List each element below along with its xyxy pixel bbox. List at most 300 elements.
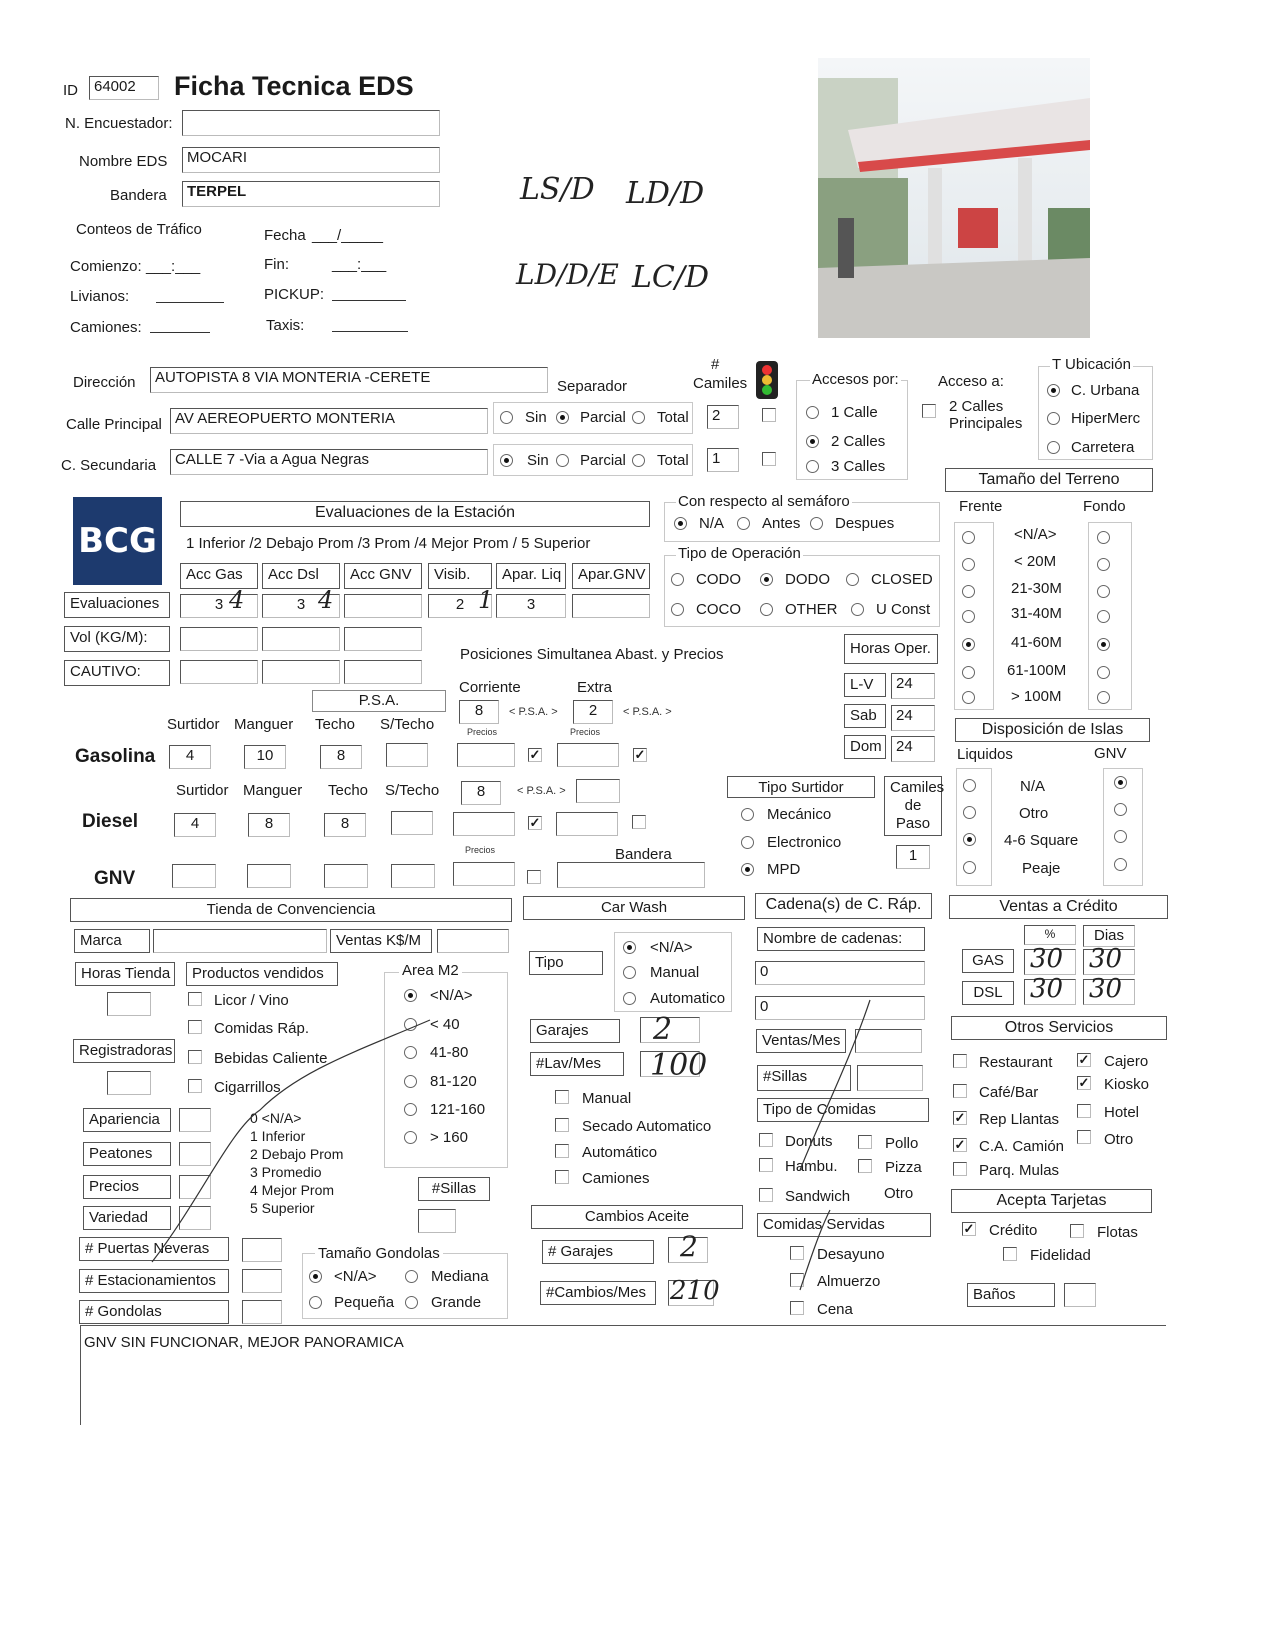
radio-carretera[interactable] bbox=[1047, 441, 1060, 454]
nombre-label: Nombre EDS bbox=[79, 153, 168, 170]
taxis-line[interactable] bbox=[332, 331, 408, 332]
bandera-gnv-field[interactable] bbox=[557, 862, 705, 888]
calle-secundaria-label: C. Secundaria bbox=[61, 457, 157, 474]
ventas-mes-label: Ventas/Mes bbox=[756, 1029, 846, 1053]
sillas-cadena-field[interactable] bbox=[857, 1065, 923, 1091]
terreno-option: 21-30M bbox=[1011, 580, 1062, 597]
servicios-title: Otros Servicios bbox=[951, 1016, 1167, 1040]
puertas-field[interactable] bbox=[242, 1238, 282, 1262]
pickup-label: PICKUP: bbox=[264, 286, 325, 303]
total-label: Total bbox=[657, 452, 689, 469]
radio-frente[interactable] bbox=[962, 558, 975, 571]
diesel-checkbox[interactable]: ✓ bbox=[529, 815, 541, 830]
sandwich-checkbox[interactable] bbox=[759, 1188, 773, 1202]
radio-area[interactable] bbox=[404, 989, 417, 1002]
horas-label: Dom bbox=[844, 735, 886, 759]
kiosko-checkbox[interactable]: ✓ bbox=[1078, 1075, 1090, 1090]
cena-checkbox[interactable] bbox=[790, 1301, 804, 1315]
precios-label: Precios bbox=[467, 727, 498, 737]
horas-tienda-label: Horas Tienda bbox=[75, 962, 175, 986]
area-label: Area M2 bbox=[399, 962, 462, 979]
carwash-option: Automatico bbox=[650, 990, 726, 1007]
tipo-comidas-label: Tipo de Comidas bbox=[757, 1098, 929, 1122]
handwritten-visib: 1 bbox=[478, 586, 494, 614]
diesel-psa-field[interactable]: 8 bbox=[461, 781, 501, 805]
gnv-techo-field[interactable] bbox=[324, 864, 368, 888]
scale-item: 0 <N/A> bbox=[250, 1110, 302, 1126]
radio-parcial[interactable] bbox=[556, 454, 569, 467]
apariencia-field[interactable] bbox=[179, 1108, 211, 1132]
flotas-checkbox[interactable] bbox=[1070, 1224, 1084, 1238]
scale-item: 1 Inferior bbox=[250, 1128, 306, 1144]
diesel-extra-checkbox[interactable] bbox=[632, 815, 646, 829]
livianos-line[interactable] bbox=[156, 302, 224, 303]
radio-gnv[interactable] bbox=[1114, 803, 1127, 816]
precios-field[interactable] bbox=[179, 1175, 211, 1199]
camiles-label: Camiles bbox=[693, 375, 748, 392]
servicio-item: Restaurant bbox=[979, 1054, 1053, 1071]
producto-item: Bebidas Caliente bbox=[214, 1050, 328, 1067]
gasolina-stecho-field[interactable] bbox=[386, 743, 428, 767]
handwritten-acc-dsl: 4 bbox=[318, 586, 334, 614]
count-label: # Estacionamientos bbox=[79, 1269, 229, 1293]
techo-label: Techo bbox=[328, 782, 369, 799]
row-vol: Vol (KG/M): bbox=[64, 626, 170, 652]
corriente-checkbox[interactable]: ✓ bbox=[529, 747, 541, 762]
area-option: <N/A> bbox=[430, 987, 473, 1004]
handwritten-code: LD/D bbox=[626, 176, 705, 211]
radio-area[interactable] bbox=[404, 1103, 417, 1116]
diesel-techo-field[interactable]: 8 bbox=[324, 813, 366, 837]
otro-servicio-checkbox[interactable] bbox=[1077, 1130, 1091, 1144]
bandera-field[interactable]: TERPEL bbox=[182, 181, 440, 207]
acceso-label: Acceso a: bbox=[938, 373, 1004, 390]
extra-checkbox[interactable]: ✓ bbox=[634, 747, 646, 762]
diesel-label: Diesel bbox=[82, 811, 138, 832]
horas-title: Horas Oper. bbox=[844, 634, 938, 664]
accesos-option: 2 Calles bbox=[831, 433, 886, 450]
marca-field[interactable] bbox=[153, 929, 327, 953]
automatico-checkbox[interactable] bbox=[555, 1144, 569, 1158]
radio-gondola[interactable] bbox=[405, 1296, 418, 1309]
marca-label: Marca bbox=[74, 929, 150, 953]
radio-u-const[interactable] bbox=[851, 603, 864, 616]
gondola-option: <N/A> bbox=[334, 1268, 377, 1285]
servicio-item: Café/Bar bbox=[979, 1084, 1039, 1101]
surtidor-option: MPD bbox=[767, 861, 801, 878]
radio-area[interactable] bbox=[404, 1075, 417, 1088]
handwritten-code: LS/D bbox=[520, 172, 595, 207]
count-label: # Gondolas bbox=[79, 1300, 229, 1324]
estacionamientos-field[interactable] bbox=[242, 1269, 282, 1293]
radio-liquidos[interactable] bbox=[963, 779, 976, 792]
cigarrillos-checkbox[interactable] bbox=[188, 1079, 202, 1093]
notes-area[interactable] bbox=[80, 1325, 1166, 1425]
comida-item: Otro bbox=[884, 1185, 914, 1202]
area-option: 121-160 bbox=[430, 1101, 486, 1118]
radio-gondola[interactable] bbox=[309, 1270, 322, 1283]
terreno-option: 61-100M bbox=[1007, 662, 1067, 679]
comida-item: Pizza bbox=[885, 1159, 922, 1176]
islas-option: 4-6 Square bbox=[1004, 832, 1079, 849]
credito-title: Ventas a Crédito bbox=[949, 895, 1168, 919]
corriente-label: Corriente bbox=[459, 679, 521, 696]
precios-label: Precios bbox=[570, 727, 601, 737]
peatones-field[interactable] bbox=[179, 1142, 211, 1166]
almuerzo-checkbox[interactable] bbox=[790, 1273, 804, 1287]
servida-item: Cena bbox=[817, 1301, 853, 1318]
fidelidad-checkbox[interactable] bbox=[1003, 1247, 1017, 1261]
secado-checkbox[interactable] bbox=[555, 1118, 569, 1132]
eval-acc-gnv[interactable] bbox=[344, 594, 422, 618]
bandera-label: Bandera bbox=[110, 187, 167, 204]
servicio-item: Hotel bbox=[1104, 1104, 1140, 1121]
acceso-checkbox[interactable] bbox=[922, 404, 936, 418]
diesel-precio-extra-field[interactable] bbox=[556, 812, 618, 836]
sin-label: Sin bbox=[525, 409, 547, 426]
extra-psa-field[interactable]: 2 bbox=[573, 700, 613, 724]
comida-item: Pollo bbox=[885, 1135, 919, 1152]
lav-handwritten: 100 bbox=[650, 1048, 708, 1083]
tarjeta-item: Flotas bbox=[1097, 1224, 1138, 1241]
horas-sab-field[interactable]: 24 bbox=[891, 705, 935, 731]
fin-value: ___:___ bbox=[332, 256, 387, 273]
camiones-checkbox[interactable] bbox=[555, 1170, 569, 1184]
diesel-manguer-field[interactable]: 8 bbox=[248, 813, 290, 837]
comida-item: Donuts bbox=[785, 1133, 833, 1150]
radio-area[interactable] bbox=[404, 1131, 417, 1144]
radio-area[interactable] bbox=[404, 1018, 417, 1031]
psa-arrow: < P.S.A. > bbox=[509, 706, 558, 718]
gnv-precio-field[interactable] bbox=[453, 862, 515, 886]
sillas-tienda-field[interactable] bbox=[418, 1209, 456, 1233]
credito-row-label: DSL bbox=[962, 981, 1014, 1005]
rating-label: Apariencia bbox=[83, 1108, 171, 1132]
col-visib: Visib. bbox=[428, 563, 492, 589]
pickup-line[interactable] bbox=[332, 300, 406, 301]
radio-gnv[interactable] bbox=[1114, 858, 1127, 871]
tarjeta-item: Fidelidad bbox=[1030, 1247, 1091, 1264]
operacion-title: Tipo de Operación bbox=[678, 545, 801, 562]
operacion-option: CLOSED bbox=[871, 571, 933, 588]
gasolina-manguer-field[interactable]: 10 bbox=[244, 745, 286, 769]
rating-label: Peatones bbox=[83, 1142, 171, 1166]
vol-field[interactable] bbox=[344, 627, 422, 651]
ca-camion-checkbox[interactable]: ✓ bbox=[954, 1137, 966, 1152]
comienzo-label: Comienzo: bbox=[70, 258, 142, 275]
radio-total[interactable] bbox=[632, 411, 645, 424]
notes-text: GNV SIN FUNCIONAR, MEJOR PANORAMICA bbox=[84, 1334, 404, 1351]
accesos-title: Accesos por: bbox=[812, 371, 899, 388]
rating-label: Variedad bbox=[83, 1206, 171, 1230]
comienzo-value: ___:___ bbox=[146, 258, 201, 275]
station-photo bbox=[818, 58, 1090, 338]
radio-fondo[interactable] bbox=[1097, 610, 1110, 623]
mulas-checkbox[interactable] bbox=[953, 1162, 967, 1176]
radio-frente[interactable] bbox=[962, 666, 975, 679]
eval-acc-gas[interactable]: 3 bbox=[180, 594, 258, 618]
col-acc-dsl: Acc Dsl bbox=[262, 563, 340, 589]
terreno-option: < 20M bbox=[1014, 553, 1057, 570]
producto-item: Licor / Vino bbox=[214, 992, 289, 1009]
radio-coco[interactable] bbox=[671, 603, 684, 616]
diesel-stecho-field[interactable] bbox=[391, 811, 433, 835]
donuts-checkbox[interactable] bbox=[759, 1133, 773, 1147]
semaforo-principal-checkbox[interactable] bbox=[762, 408, 776, 422]
servicio-item: Parq. Mulas bbox=[979, 1162, 1060, 1179]
radio-gnv[interactable] bbox=[1114, 830, 1127, 843]
comida-item: Sandwich bbox=[785, 1188, 851, 1205]
cadena-field-2[interactable]: 0 bbox=[755, 996, 925, 1020]
radio-dodo[interactable] bbox=[760, 573, 773, 586]
servicio-item: C.A. Camión bbox=[979, 1138, 1065, 1155]
dsl-dias-handwritten: 30 bbox=[1089, 974, 1123, 1004]
radio-c-urbana[interactable] bbox=[1047, 384, 1060, 397]
extra-precio-field[interactable] bbox=[557, 743, 619, 767]
radio-mecanico[interactable] bbox=[741, 808, 754, 821]
radio-electronico[interactable] bbox=[741, 836, 754, 849]
frente-label: Frente bbox=[959, 498, 1003, 515]
garajes-label: Garajes bbox=[530, 1019, 620, 1043]
radio-parcial[interactable] bbox=[556, 411, 569, 424]
gondola-option: Grande bbox=[431, 1294, 482, 1311]
radio-frente[interactable] bbox=[962, 531, 975, 544]
radio-gnv[interactable] bbox=[1114, 776, 1127, 789]
servicio-item: Cajero bbox=[1104, 1053, 1149, 1070]
liquidos-label: Liquidos bbox=[957, 746, 1013, 763]
radio-frente[interactable] bbox=[962, 610, 975, 623]
gasolina-techo-field[interactable]: 8 bbox=[320, 745, 362, 769]
islas-title: Disposición de Islas bbox=[955, 718, 1150, 742]
ventas-tienda-field[interactable] bbox=[437, 929, 509, 953]
radio-codo[interactable] bbox=[671, 573, 684, 586]
radio-1-calle[interactable] bbox=[806, 406, 819, 419]
credito-checkbox[interactable]: ✓ bbox=[963, 1221, 975, 1236]
stecho-label: S/Techo bbox=[385, 782, 440, 799]
eval-acc-dsl[interactable]: 3 bbox=[262, 594, 340, 618]
camiles-paso-field[interactable]: 1 bbox=[896, 845, 930, 869]
area-option: > 160 bbox=[430, 1129, 468, 1146]
radio-gondola[interactable] bbox=[405, 1270, 418, 1283]
radio-frente[interactable] bbox=[962, 691, 975, 704]
corriente-precio-field[interactable] bbox=[457, 743, 515, 767]
manguer-label: Manguer bbox=[243, 782, 303, 799]
carwash-check-label: Manual bbox=[582, 1090, 632, 1107]
radio-sin[interactable] bbox=[500, 454, 513, 467]
eval-apar-gnv[interactable] bbox=[572, 594, 650, 618]
direccion-label: Dirección bbox=[73, 374, 136, 391]
gnv-checkbox[interactable] bbox=[527, 870, 541, 884]
nombre-field[interactable]: MOCARI bbox=[182, 147, 440, 173]
encuestador-field[interactable] bbox=[182, 110, 440, 136]
sillas-tienda-label: #Sillas bbox=[418, 1177, 490, 1201]
ventas-mes-field[interactable] bbox=[855, 1029, 922, 1053]
operacion-option: DODO bbox=[785, 571, 830, 588]
islas-option: Peaje bbox=[1022, 860, 1061, 877]
gnv-label: GNV bbox=[94, 868, 136, 889]
gnv-manguer-field[interactable] bbox=[247, 864, 291, 888]
horas-tienda-field[interactable] bbox=[107, 992, 151, 1016]
diesel-precio-field[interactable] bbox=[453, 812, 515, 836]
gasolina-surtidor-field[interactable]: 4 bbox=[169, 745, 211, 769]
radio-3-calles[interactable] bbox=[806, 460, 819, 473]
garajes-handwritten: 2 bbox=[653, 1012, 673, 1047]
banos-label: Baños bbox=[967, 1283, 1055, 1307]
stecho-label: S/Techo bbox=[380, 716, 435, 733]
pct-header: % bbox=[1024, 925, 1076, 945]
cambios-label: #Cambios/Mes bbox=[540, 1281, 656, 1305]
carwash-title: Car Wash bbox=[523, 896, 745, 920]
terreno-option: > 100M bbox=[1011, 688, 1062, 705]
radio-antes[interactable] bbox=[737, 517, 750, 530]
row-evaluaciones: Evaluaciones bbox=[64, 592, 170, 618]
col-acc-gnv: Acc GNV bbox=[344, 563, 422, 589]
aceite-garajes-label: # Garajes bbox=[542, 1240, 654, 1264]
comidas-checkbox[interactable] bbox=[188, 1020, 202, 1034]
hambu-checkbox[interactable] bbox=[759, 1158, 773, 1172]
livianos-label: Livianos: bbox=[70, 288, 130, 305]
cadena-field-1[interactable]: 0 bbox=[755, 961, 925, 985]
restaurant-checkbox[interactable] bbox=[953, 1054, 967, 1068]
count-label: # Puertas Neveras bbox=[79, 1237, 229, 1261]
camiones-line[interactable] bbox=[150, 332, 210, 333]
radio-fondo[interactable] bbox=[1097, 585, 1110, 598]
sin-label: Sin bbox=[527, 452, 549, 469]
terreno-option: <N/A> bbox=[1014, 526, 1057, 543]
cafe-checkbox[interactable] bbox=[953, 1084, 967, 1098]
cajero-checkbox[interactable]: ✓ bbox=[1078, 1052, 1090, 1067]
corriente-psa-field[interactable]: 8 bbox=[459, 700, 499, 724]
licor-checkbox[interactable] bbox=[188, 992, 202, 1006]
variedad-field[interactable] bbox=[179, 1206, 211, 1230]
scale-item: 5 Superior bbox=[250, 1200, 315, 1216]
precios-label: Precios bbox=[465, 845, 496, 855]
direccion-field[interactable]: AUTOPISTA 8 VIA MONTERIA -CERETE bbox=[150, 367, 548, 393]
radio-fondo[interactable] bbox=[1097, 691, 1110, 704]
vol-field[interactable] bbox=[262, 627, 340, 651]
carwash-option: Manual bbox=[650, 964, 700, 981]
cautivo-field[interactable] bbox=[262, 660, 340, 684]
radio-area[interactable] bbox=[404, 1046, 417, 1059]
psa-arrow: < P.S.A. > bbox=[517, 785, 566, 797]
radio-sin[interactable] bbox=[500, 411, 513, 424]
camiles-paso-label: Camiles de Paso bbox=[884, 776, 942, 836]
radio-fondo[interactable] bbox=[1097, 638, 1110, 651]
semaforo-option: Despues bbox=[835, 515, 895, 532]
calle-secundaria-field[interactable]: CALLE 7 -Via a Agua Negras bbox=[170, 449, 488, 475]
semaforo-secundaria-checkbox[interactable] bbox=[762, 452, 776, 466]
fecha-label: Fecha bbox=[264, 227, 306, 244]
cautivo-field[interactable] bbox=[180, 660, 258, 684]
scale-item: 2 Debajo Prom bbox=[250, 1146, 344, 1162]
separador-label: Separador bbox=[557, 378, 628, 395]
radio-despues[interactable] bbox=[810, 517, 823, 530]
gnv-stecho-field[interactable] bbox=[391, 864, 435, 888]
radio-liquidos[interactable] bbox=[963, 806, 976, 819]
bcg-logo: BCG bbox=[73, 497, 162, 585]
cambios-handwritten: 210 bbox=[670, 1276, 720, 1306]
radio-other[interactable] bbox=[760, 603, 773, 616]
radio-total[interactable] bbox=[632, 454, 645, 467]
gas-dias-handwritten: 30 bbox=[1089, 944, 1123, 974]
col-acc-gas: Acc Gas bbox=[180, 563, 258, 589]
calle-principal-label: Calle Principal bbox=[66, 416, 162, 433]
llantas-checkbox[interactable]: ✓ bbox=[954, 1110, 966, 1125]
horas-lv-field[interactable]: 24 bbox=[891, 673, 935, 699]
radio-gondola[interactable] bbox=[309, 1296, 322, 1309]
carwash-manual-checkbox[interactable] bbox=[555, 1090, 569, 1104]
radio-carwash[interactable] bbox=[623, 941, 636, 954]
radio-closed[interactable] bbox=[846, 573, 859, 586]
eval-visib[interactable]: 2 bbox=[428, 594, 492, 618]
radio-fondo[interactable] bbox=[1097, 531, 1110, 544]
eval-apar-liq[interactable]: 3 bbox=[496, 594, 566, 618]
area-option: 41-80 bbox=[430, 1044, 469, 1061]
gondolas-field[interactable] bbox=[242, 1300, 282, 1324]
encuestador-label: N. Encuestador: bbox=[65, 115, 173, 132]
aceite-garajes-handwritten: 2 bbox=[680, 1230, 698, 1263]
pollo-checkbox[interactable] bbox=[858, 1135, 872, 1149]
area-option: 81-120 bbox=[430, 1073, 477, 1090]
pizza-checkbox[interactable] bbox=[858, 1159, 872, 1173]
id-field[interactable]: 64002 bbox=[89, 76, 159, 100]
ubicacion-option: C. Urbana bbox=[1071, 382, 1140, 399]
cadenas-nombre-label: Nombre de cadenas: bbox=[757, 927, 925, 951]
semaforo-title: Con respecto al semáforo bbox=[678, 493, 850, 510]
acceso-value: 2 Calles Principales bbox=[949, 398, 1023, 432]
dsl-pct-handwritten: 30 bbox=[1030, 974, 1064, 1004]
radio-hipermerc[interactable] bbox=[1047, 412, 1060, 425]
camiles-secundaria-field[interactable]: 1 bbox=[707, 448, 739, 472]
radio-semaforo-na[interactable] bbox=[674, 517, 687, 530]
hotel-checkbox[interactable] bbox=[1077, 1104, 1091, 1118]
handwritten-code: LD/D/E bbox=[516, 258, 619, 291]
gondola-option: Pequeña bbox=[334, 1294, 395, 1311]
vol-field[interactable] bbox=[180, 627, 258, 651]
bebidas-checkbox[interactable] bbox=[188, 1050, 202, 1064]
cautivo-field[interactable] bbox=[344, 660, 422, 684]
radio-liquidos[interactable] bbox=[963, 833, 976, 846]
radio-frente[interactable] bbox=[962, 585, 975, 598]
row-cautivo: CAUTIVO: bbox=[64, 660, 170, 686]
tarjeta-item: Crédito bbox=[989, 1222, 1038, 1239]
diesel-surtidor-field[interactable]: 4 bbox=[174, 813, 216, 837]
ubicacion-option: HiperMerc bbox=[1071, 410, 1141, 427]
handwritten-acc-gas: 4 bbox=[229, 586, 245, 614]
calle-principal-field[interactable]: AV AEREOPUERTO MONTERIA bbox=[170, 408, 488, 434]
tipo-carwash-label: Tipo bbox=[529, 951, 603, 975]
registradoras-field[interactable] bbox=[107, 1071, 151, 1095]
gnv-surtidor-field[interactable] bbox=[172, 864, 216, 888]
radio-carwash[interactable] bbox=[623, 992, 636, 1005]
radio-mpd[interactable] bbox=[741, 863, 754, 876]
banos-field[interactable] bbox=[1064, 1283, 1096, 1307]
radio-liquidos[interactable] bbox=[963, 861, 976, 874]
diesel-psa-extra-field[interactable] bbox=[576, 779, 620, 803]
horas-dom-field[interactable]: 24 bbox=[891, 736, 935, 762]
desayuno-checkbox[interactable] bbox=[790, 1246, 804, 1260]
camiles-principal-field[interactable]: 2 bbox=[707, 405, 739, 429]
radio-carwash[interactable] bbox=[623, 966, 636, 979]
radio-fondo[interactable] bbox=[1097, 666, 1110, 679]
camiones-label: Camiones: bbox=[70, 319, 142, 336]
radio-fondo[interactable] bbox=[1097, 558, 1110, 571]
fondo-group bbox=[1088, 522, 1132, 710]
radio-2-calles[interactable] bbox=[806, 435, 819, 448]
surtidor-option: Electronico bbox=[767, 834, 842, 851]
radio-frente[interactable] bbox=[962, 638, 975, 651]
semaforo-option: N/A bbox=[699, 515, 725, 532]
